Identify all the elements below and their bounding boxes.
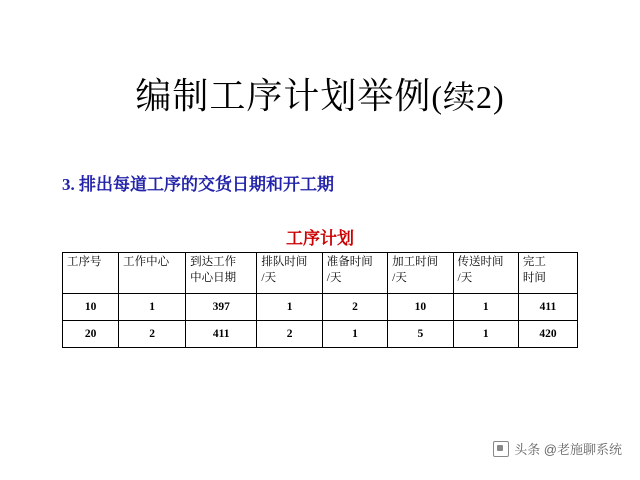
page-title-main: 编制工序计划举例 bbox=[135, 76, 432, 116]
process-plan-table bbox=[62, 252, 578, 348]
subtitle-text: 排出每道工序的交货日期和开工期 bbox=[79, 175, 334, 194]
table-header-row bbox=[63, 253, 578, 294]
table-header-cell bbox=[257, 253, 322, 294]
table-cell: 1 bbox=[453, 294, 518, 321]
table-cell: 2 bbox=[119, 321, 186, 348]
table-row bbox=[63, 321, 578, 348]
watermark-label: 头条 @老施聊系统 bbox=[514, 442, 622, 457]
table-body bbox=[63, 294, 578, 348]
header-line-2: 时间 bbox=[522, 271, 546, 284]
toutiao-logo-icon bbox=[493, 441, 509, 457]
table-header-cell bbox=[63, 253, 119, 294]
header-line-2: /天 bbox=[326, 271, 342, 284]
table-header-cell bbox=[119, 253, 186, 294]
header-line-1: 准备时间 bbox=[326, 256, 373, 268]
table-cell: 5 bbox=[388, 321, 453, 348]
header-line-1: 工作中心 bbox=[123, 256, 170, 268]
header-line-1: 到达工作 bbox=[190, 256, 237, 268]
table-cell: 411 bbox=[518, 294, 577, 321]
table-cell: 1 bbox=[257, 294, 322, 321]
table-header-cell bbox=[322, 253, 387, 294]
table-cell: 2 bbox=[257, 321, 322, 348]
table-caption: 工序计划 bbox=[286, 229, 354, 248]
table-cell: 420 bbox=[518, 321, 577, 348]
table-cell: 1 bbox=[119, 294, 186, 321]
table-header-cell bbox=[186, 253, 257, 294]
table-header-cell bbox=[518, 253, 577, 294]
header-line-1: 传送时间 bbox=[457, 256, 504, 268]
header-line-1: 工序号 bbox=[67, 256, 102, 268]
header-line-2: 中心日期 bbox=[190, 271, 237, 284]
page-title bbox=[0, 68, 640, 119]
subtitle-number: 3. bbox=[62, 175, 75, 194]
header-line-2: /天 bbox=[392, 271, 407, 284]
table-cell: 10 bbox=[63, 294, 119, 321]
table-header-cell bbox=[388, 253, 453, 294]
table-cell: 10 bbox=[388, 294, 453, 321]
header-line-1: 加工时间 bbox=[392, 256, 439, 268]
header-line-2: /天 bbox=[261, 271, 277, 284]
table-cell: 2 bbox=[322, 294, 387, 321]
table-cell: 411 bbox=[186, 321, 257, 348]
table-cell: 1 bbox=[322, 321, 387, 348]
page-title-suffix: (续2) bbox=[431, 79, 505, 115]
subtitle bbox=[62, 170, 334, 195]
watermark bbox=[493, 439, 622, 458]
header-line-1: 排队时间 bbox=[261, 256, 308, 268]
header-line-1: 完工 bbox=[522, 256, 546, 268]
table-header bbox=[63, 253, 578, 294]
table-row bbox=[63, 294, 578, 321]
table-header-cell bbox=[453, 253, 518, 294]
header-line-2: /天 bbox=[457, 271, 473, 284]
table-cell: 397 bbox=[186, 294, 257, 321]
table-cell: 1 bbox=[453, 321, 518, 348]
table-cell: 20 bbox=[63, 321, 119, 348]
